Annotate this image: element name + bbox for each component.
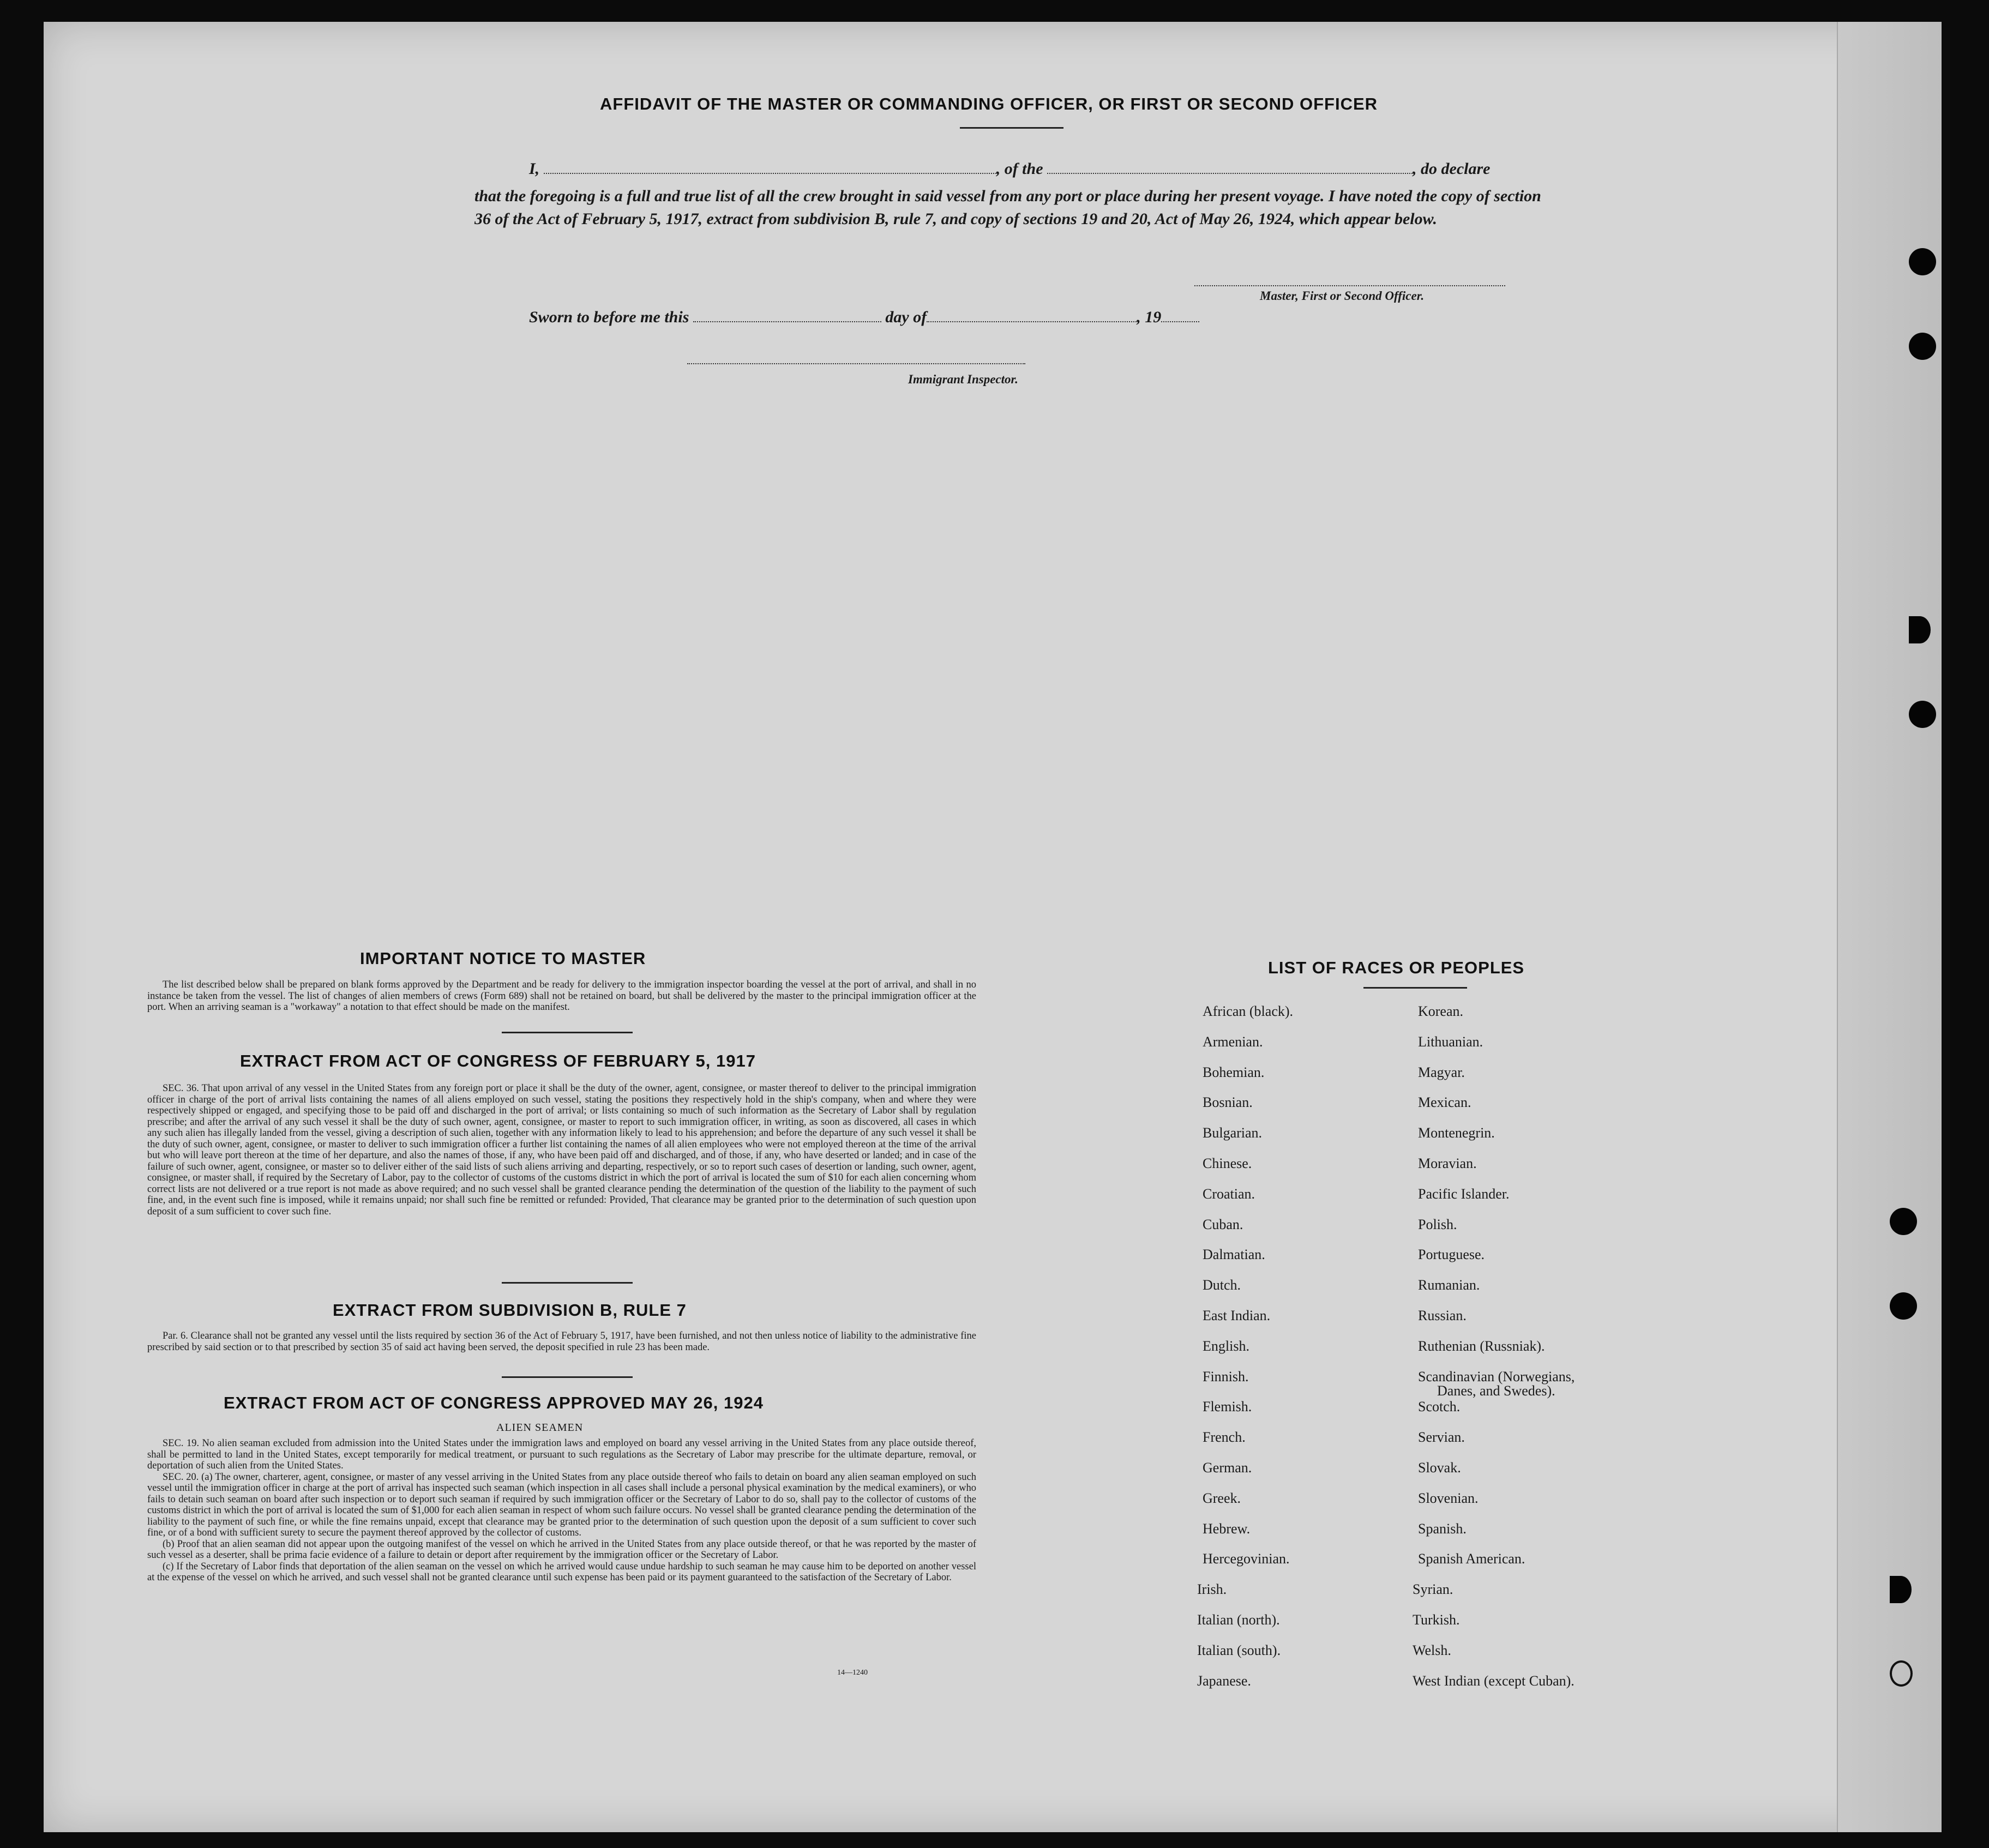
race-item: Pacific Islander. [1418, 1185, 1510, 1202]
punch-hole [1909, 701, 1936, 728]
par-6-paragraph: Par. 6. Clearance shall not be granted any vessel until the lists required by section 36 of the Act of February 5, 1917, have been furnished, and not then unless notice of liability to the administrative fine prescribed by said section or to that prescribed by section 35 of said act having been served, the deposit specified in rule 23 has been made. [147, 1331, 976, 1353]
race-item: East Indian. [1203, 1308, 1271, 1323]
notice-text [147, 979, 976, 1013]
section-divider [502, 1376, 633, 1378]
races-title: LIST OF RACES OR PEOPLES [1268, 958, 1525, 977]
punch-hole [1909, 333, 1936, 360]
extract-1924-text [147, 1438, 976, 1584]
race-item: Finnish. [1203, 1368, 1249, 1385]
form-number: 14—1240 [837, 1669, 868, 1677]
race-item: Syrian. [1413, 1581, 1453, 1598]
section-divider [502, 1032, 633, 1033]
punch-hole [1890, 1660, 1913, 1687]
race-item: Korean. [1418, 1003, 1464, 1019]
day-of-text: day of [885, 308, 927, 326]
race-item: Scandinavian (Norwegians, [1418, 1368, 1575, 1385]
punch-hole [1890, 1292, 1917, 1320]
affidavit-first-line [529, 160, 1490, 178]
inspector-caption: Immigrant Inspector. [908, 372, 1018, 386]
race-item: Portuguese. [1418, 1247, 1485, 1263]
race-item: Italian (south). [1197, 1642, 1281, 1658]
race-item: Montenegrin. [1418, 1125, 1495, 1141]
race-item: Mexican. [1418, 1094, 1471, 1111]
race-item: Russian. [1418, 1308, 1467, 1323]
declarant-name-field[interactable] [544, 160, 996, 174]
punch-hole [1909, 248, 1936, 275]
sec-19-paragraph: SEC. 19. No alien seaman excluded from admission into the United States under the immigration laws and employed on board any vessel arriving in the United States from any place outside thereof, shall be permitted to land in the United States, except temporarily for medical treatment, or pursuant to such regulations as the Secretary of Labor may prescribe for the ultimate departure, removal, or deportation of such alien from the United States. [147, 1438, 976, 1471]
race-item: Dalmatian. [1203, 1247, 1265, 1263]
extract-1917-text [147, 1083, 976, 1217]
race-item: Slovenian. [1418, 1490, 1479, 1506]
race-item: Spanish American. [1418, 1551, 1525, 1567]
affidavit-i: I, [529, 160, 540, 178]
affidavit-title: AFFIDAVIT OF THE MASTER OR COMMANDING OFFICER, OR FIRST OR SECOND OFFICER [600, 94, 1378, 113]
affidavit-of-the: , of the [996, 160, 1043, 178]
race-item: Dutch. [1203, 1277, 1241, 1293]
sec-36-paragraph: SEC. 36. That upon arrival of any vessel in the United States from any foreign port or place it shall be the duty of the owner, agent, consignee, or master thereof to deliver to the principal immigration officer in charge of the port of arrival lists containing the names of all aliens employed on such vessel, stating the positions they respectively hold in the ship's company, when and where they were respectively shipped or engaged, and specifying those to be paid off and discharged in the port of arrival; or lists containing so much of such information as the Secretary of Labor shall by regulation prescribe; and after the arrival of any such vessel it shall be the duty of such owner, agent, consignee, or master to report to such immigration officer, in writing, as soon as discovered, all cases in which any such alien has illegally landed from the vessel, giving a description of such alien, together with any information likely to lead to his apprehension; and before the departure of any such vessel it shall be the duty of such owner, agent, consignee, or master to deliver to such immigration officer a further list containing the names of all alien employees who were not employed thereon at the time of the arrival but who will leave port thereon at the time of her departure, and also the names of those, if any, who have been paid off and discharged, and of those, if any, who have deserted or landed; and in case of the failure of such owner, agent, consignee, or master so to deliver either of the said lists of such aliens arriving and departing, respectively, or so to report such cases of desertion or landing, such owner, agent, consignee, or master shall, if required by the Secretary of Labor, pay to the collector of customs of the customs district in which the port of arrival is located the sum of $10 for each alien concerning whom correct lists are not delivered or a true report is not made as above required; and no such vessel shall be granted clearance pending the determination of the question of the liability to the payment of such fine, and, in the event such fine is imposed, while it remains unpaid; nor shall such fine be remitted or refunded: Provided, That clearance may be granted prior to the determination of such question upon deposit of a sum sufficient to cover such fine. [147, 1083, 976, 1217]
rule-7-title: EXTRACT FROM SUBDIVISION B, RULE 7 [333, 1301, 687, 1320]
race-item: German. [1203, 1460, 1252, 1476]
section-divider [502, 1282, 633, 1284]
notice-paragraph: The list described below shall be prepared on blank forms approved by the Department and be ready for delivery to the immigration inspector boarding the vessel at the port of arrival, and shall in no instance be taken from the vessel. The list of changes of alien members of crews (Form 689) shall not be retained on board, but shall be delivered by the master to the principal immigration officer at the port. When an arriving seaman is a "workaway" a notation to that effect should be made on the manifest. [147, 979, 976, 1013]
sworn-line [529, 308, 1199, 327]
sec-20c-paragraph: (c) If the Secretary of Labor finds that deportation of the alien seaman on the vessel on which he arrived would cause undue hardship to such seaman he may cause him to be deported on another vessel at the expense of the vessel on which he arrived, and such vessel shall not be granted clearance until such expense has been paid or its payment guaranteed to the satisfaction of the Secretary of Labor. [147, 1561, 976, 1583]
vessel-name-field[interactable] [1047, 160, 1413, 174]
master-signature-line[interactable] [1194, 285, 1505, 286]
race-item: Turkish. [1413, 1612, 1460, 1628]
race-item: Spanish. [1418, 1520, 1467, 1537]
punch-hole [1890, 1576, 1912, 1603]
race-item: Welsh. [1413, 1642, 1451, 1658]
race-item: Magyar. [1418, 1064, 1465, 1080]
affidavit-title-rule [960, 127, 1063, 129]
punch-hole [1890, 1208, 1917, 1235]
sworn-month-field[interactable] [927, 308, 1137, 322]
master-caption: Master, First or Second Officer. [1260, 289, 1425, 303]
race-item: Moravian. [1418, 1155, 1477, 1171]
affidavit-body: that the foregoing is a full and true list of all the crew brought in said vessel from any port or place during her present voyage. I have noted the copy of section 36 of the Act of February 5, 1917, extract from subdivision B, rule 7, and copy of sections 19 and 20, Act of May 26, 1924, which appear below. [474, 187, 1541, 228]
race-item: Polish. [1418, 1216, 1457, 1232]
races-title-rule [1363, 987, 1467, 989]
race-item: African (black). [1203, 1003, 1294, 1019]
race-item-continuation: Danes, and Swedes). [1437, 1382, 1555, 1399]
race-item: Rumanian. [1418, 1277, 1480, 1293]
race-item: Chinese. [1203, 1155, 1252, 1171]
rule-7-text [147, 1331, 976, 1353]
race-item: French. [1203, 1429, 1246, 1446]
race-item: Irish. [1197, 1581, 1227, 1598]
race-item: Servian. [1418, 1429, 1465, 1446]
extract-1924-title: EXTRACT FROM ACT OF CONGRESS APPROVED MAY 26, 1924 [224, 1393, 764, 1412]
race-item: Bosnian. [1203, 1094, 1253, 1111]
page-edge-strip [1837, 22, 1942, 1832]
race-item: Bohemian. [1203, 1064, 1265, 1080]
race-item: Ruthenian (Russniak). [1418, 1338, 1545, 1354]
race-item: Flemish. [1203, 1399, 1252, 1415]
race-item: Scotch. [1418, 1399, 1461, 1415]
race-item: English. [1203, 1338, 1249, 1354]
race-item: Lithuanian. [1418, 1033, 1483, 1050]
race-item: Italian (north). [1197, 1612, 1280, 1628]
affidavit-declare: , do declare [1413, 160, 1491, 178]
race-item: Greek. [1203, 1490, 1241, 1506]
alien-seamen-subtitle: ALIEN SEAMEN [496, 1422, 584, 1434]
punch-hole [1909, 616, 1931, 643]
race-item: Hercegovinian. [1203, 1551, 1290, 1567]
race-item: Armenian. [1203, 1033, 1263, 1050]
bleed-through-stamp [573, 709, 582, 747]
document-page [44, 22, 1942, 1832]
sec-20a-paragraph: SEC. 20. (a) The owner, charterer, agent, consignee, or master of any vessel arriving in the United States from any place outside thereof who fails to detain on board any alien seaman employed on such vessel until the immigration officer in charge at the port of arrival has inspected such seaman (which inspection in all cases shall include a personal physical examination by the medical examiners), or who fails to detain such seaman on board after such inspection or to deport such seaman if required by such immigration officer or the Secretary of Labor to do so, shall pay to the collector of customs of the customs district in which the port of arrival is located the sum of $1,000 for each alien seaman in respect of whom such failure occurs. No vessel shall be granted clearance pending the determination of the liability to the payment of such fine, or while the fine remains unpaid, except that clearance may be granted prior to the determination of such question upon the deposit of a sum sufficient to cover such fine, or of a bond with sufficient surety to secure the payment thereof approved by the collector of customs. [147, 1471, 976, 1538]
race-item: Bulgarian. [1203, 1125, 1263, 1141]
race-item: West Indian (except Cuban). [1413, 1672, 1575, 1689]
race-item: Hebrew. [1203, 1520, 1251, 1537]
extract-1917-title: EXTRACT FROM ACT OF CONGRESS OF FEBRUARY 5, 1917 [240, 1051, 756, 1070]
sec-20b-paragraph: (b) Proof that an alien seaman did not appear upon the outgoing manifest of the vessel on which he arrived in the United States from any place outside thereof, or that he was reported by the master of such vessel as a deserter, shall be prima facie evidence of a failure to detain or deport after requirement by the immigration officer or the Secretary of Labor. [147, 1538, 976, 1561]
race-item: Croatian. [1203, 1185, 1255, 1202]
notice-title: IMPORTANT NOTICE TO MASTER [360, 949, 646, 968]
sworn-text: Sworn to before me this [529, 308, 689, 326]
race-item: Cuban. [1203, 1216, 1243, 1232]
sworn-day-field[interactable] [693, 308, 881, 322]
year-prefix: , 19 [1137, 308, 1162, 326]
sworn-year-field[interactable] [1161, 308, 1199, 322]
race-item: Slovak. [1418, 1460, 1461, 1476]
race-item: Japanese. [1197, 1672, 1251, 1689]
inspector-signature-line[interactable] [687, 363, 1025, 364]
